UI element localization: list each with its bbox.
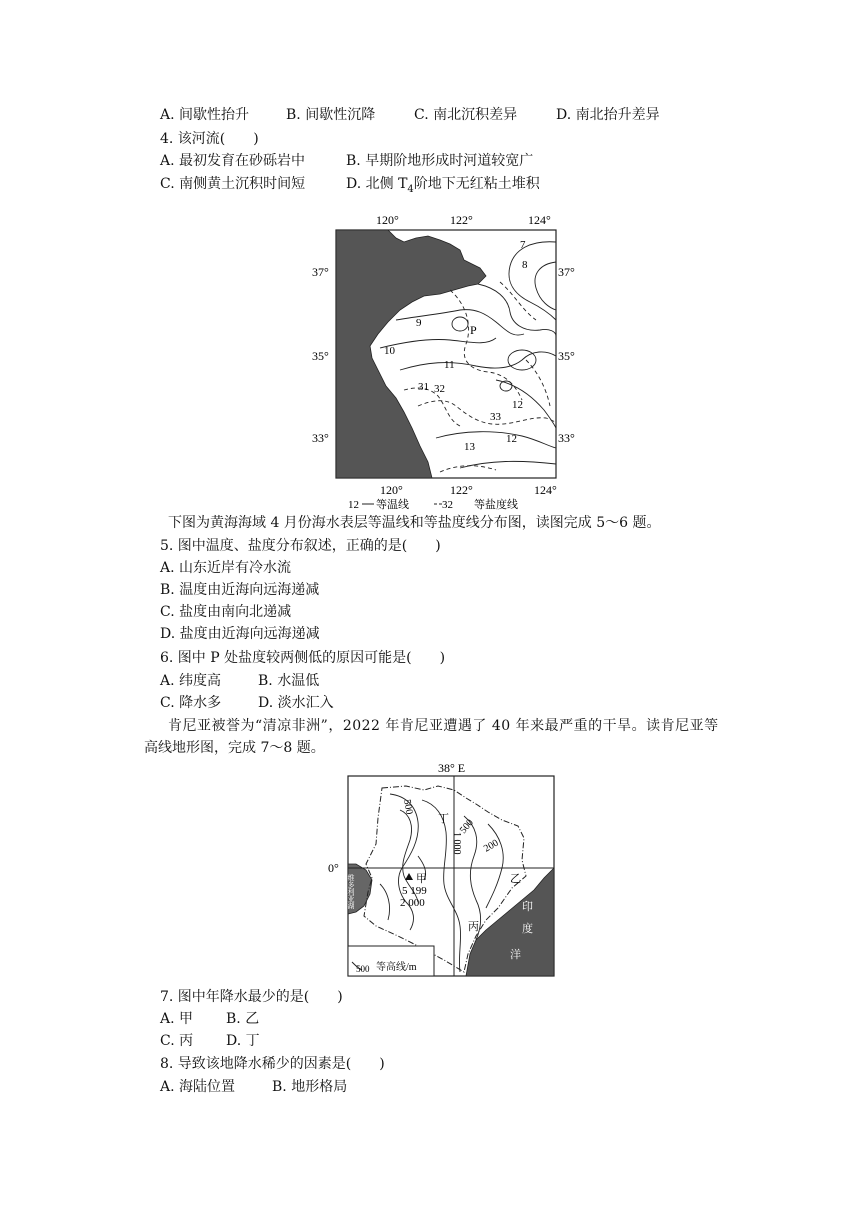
q3-option-c-wrap <box>414 106 517 124</box>
isotherm-label-12a: 12 <box>512 399 523 411</box>
q8-option-b: B. 地形格局 <box>272 1079 348 1095</box>
map2-peak-name: 甲 <box>416 873 427 885</box>
q4-option-a: A. 最初发育在砂砾岩中 <box>160 153 306 169</box>
legend-temp-value: 12 <box>348 499 359 511</box>
isotherm-label-12b: 12 <box>506 433 517 445</box>
q3-option-b-wrap <box>286 106 375 124</box>
isotherm-label-7: 7 <box>520 239 526 251</box>
map1-lon-bottom-122: 122° <box>450 483 473 497</box>
isotherm-label-10: 10 <box>384 345 395 357</box>
q8-option-a: A. 海陆位置 <box>160 1079 236 1095</box>
q7-option-b: B. 乙 <box>226 1011 260 1027</box>
map2-contour-200: 200 <box>482 837 501 855</box>
map2-contour-1000: 1 000 <box>451 832 462 855</box>
q4-stem: 4. 该河流( ) <box>160 131 259 147</box>
q3-option-b: B. 间歇性沉降 <box>286 107 376 123</box>
legend-sal-label: 等盐度线 <box>474 499 518 511</box>
isotherm-label-9: 9 <box>416 317 422 329</box>
map2-ocean-1: 印 <box>522 901 533 913</box>
q5-stem: 5. 图中温度、盐度分布叙述，正确的是( ) <box>160 538 441 554</box>
q6-stem: 6. 图中 P 处盐度较两侧低的原因可能是( ) <box>160 650 446 666</box>
map1-lat-left-33: 33° <box>312 431 329 445</box>
map2-place-ding: 丁 <box>438 813 449 825</box>
q7-option-a: A. 甲 <box>160 1011 194 1027</box>
map1-lat-left-37: 37° <box>312 265 329 279</box>
map2-place-bing: 丙 <box>468 921 479 933</box>
map2-ocean-3: 洋 <box>510 949 521 961</box>
isotherm-label-13: 13 <box>464 441 475 453</box>
map1-lat-right-35: 35° <box>558 349 575 363</box>
q4-option-d-pre: D. 北侧 T <box>346 176 408 192</box>
map2-contour-2000: 2 000 <box>400 897 425 909</box>
legend-sal-value: 32 <box>442 499 453 511</box>
q6-option-a: A. 纬度高 <box>160 673 222 689</box>
q7-stem: 7. 图中年降水最少的是( ) <box>160 989 343 1005</box>
map1-lon-bottom-124: 124° <box>534 483 557 497</box>
q7-option-d: D. 丁 <box>226 1033 260 1049</box>
isohaline-label-33: 33 <box>490 411 501 423</box>
q3-option-a: A. 间歇性抬升 <box>160 107 250 123</box>
intro-q7-8-line1: 肯尼亚被誉为“清凉非洲”，2022 年肯尼亚遭遇了 40 年来最严重的干旱。读肯尼亚等 <box>168 718 719 734</box>
map2-legend-value: 500 <box>356 964 370 974</box>
q3-option-d-wrap <box>556 106 660 124</box>
intro-q7-8-line2: 高线地形图，完成 7～8 题。 <box>144 740 325 756</box>
map2-contour-500a: 500 <box>401 798 415 816</box>
map1-lat-right-37: 37° <box>558 265 575 279</box>
q5-option-d: D. 盐度由近海向远海递减 <box>160 626 320 642</box>
isotherm-label-8: 8 <box>522 259 528 271</box>
map1-point-p: P <box>470 323 477 337</box>
map2-lat-label: 0° <box>328 861 339 875</box>
map2-lon-label: 38° E <box>438 761 466 775</box>
map1-lon-top-120: 120° <box>376 213 399 227</box>
q3-option-c: C. 南北沉积差异 <box>414 107 518 123</box>
map1-lon-top-122: 122° <box>450 213 473 227</box>
q3-option-d: D. 南北抬升差异 <box>556 107 660 123</box>
isohaline-label-32: 32 <box>434 383 445 395</box>
q6-option-c: C. 降水多 <box>160 695 222 711</box>
kenya-map <box>326 760 562 982</box>
q7-option-c: C. 丙 <box>160 1033 194 1049</box>
legend-temp-label: 等温线 <box>376 499 409 511</box>
q8-stem: 8. 导致该地降水稀少的因素是( ) <box>160 1056 385 1072</box>
map1-lat-right-33: 33° <box>558 431 575 445</box>
map2-ocean-2: 度 <box>522 923 533 935</box>
q3-options <box>160 106 249 124</box>
q6-option-d: D. 淡水汇入 <box>258 695 334 711</box>
q4-option-d <box>346 175 540 199</box>
map1-lat-left-35: 35° <box>312 349 329 363</box>
yellow-sea-map <box>300 210 600 520</box>
q4-option-c: C. 南侧黄土沉积时间短 <box>160 176 306 192</box>
q5-option-b: B. 温度由近海向远海递减 <box>160 582 320 598</box>
map1-lon-top-124: 124° <box>528 213 551 227</box>
q4-option-d-post: 阶地下无红粘土堆积 <box>413 176 540 192</box>
isotherm-label-11: 11 <box>444 359 455 371</box>
map2-place-yi: 乙 <box>510 873 521 885</box>
q6-option-b: B. 水温低 <box>258 673 320 689</box>
q5-option-c: C. 盐度由南向北递减 <box>160 604 292 620</box>
map2-lake-label: 维多利亚湖 <box>347 874 355 909</box>
intro-q5-6: 下图为黄海海域 4 月份海水表层等温线和等盐度线分布图，读图完成 5～6 题。 <box>168 515 661 531</box>
q4-option-b: B. 早期阶地形成时河道较宽广 <box>346 153 534 169</box>
q4-option-d-sub: 4 <box>407 183 414 195</box>
map1-lon-bottom-120: 120° <box>380 483 403 497</box>
map2-legend-label: 等高线/m <box>376 962 417 973</box>
isohaline-label-31: 31 <box>418 381 429 393</box>
map2-peak-elev: 5 199 <box>402 885 427 897</box>
q5-option-a: A. 山东近岸有冷水流 <box>160 560 292 576</box>
map2-contour-500b: 500 <box>457 817 476 836</box>
